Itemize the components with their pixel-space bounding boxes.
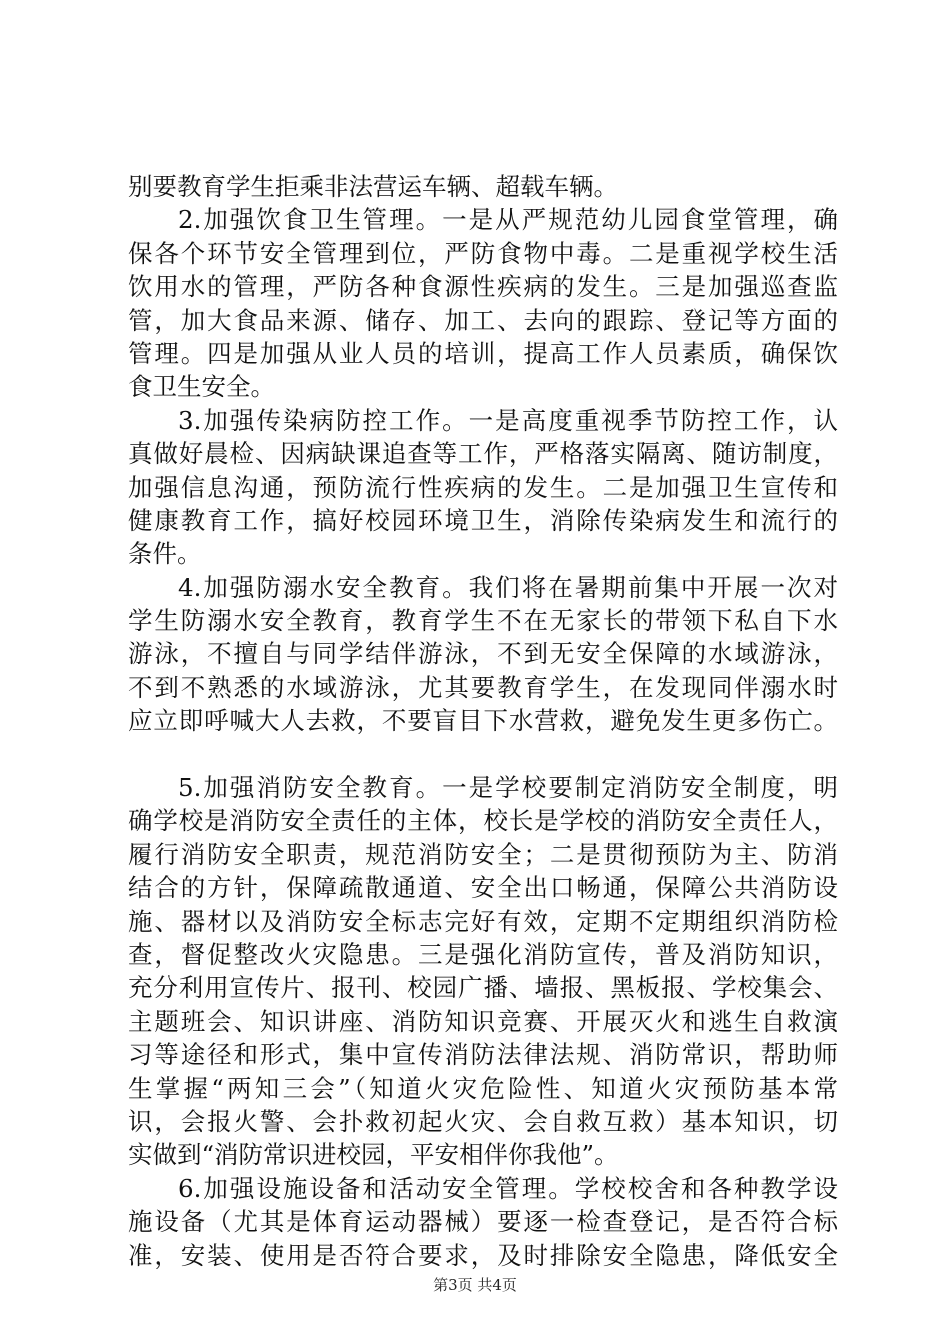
text-line: 习等途径和形式，集中宣传消防法律法规、消防常识，帮助师 [128, 1040, 838, 1070]
paragraph-first-line: 4.加强防溺水安全教育。我们将在暑期前集中开展一次对 [178, 572, 838, 602]
text-line: 别要教育学生拒乘非法营运车辆、超载车辆。 [128, 172, 618, 201]
text-line: 履行消防安全职责，规范消防安全；二是贯彻预防为主、防消 [128, 839, 838, 869]
text-line: 查，督促整改火灾隐患。三是强化消防宣传，普及消防知识， [128, 939, 838, 969]
text-line: 实做到“消防常识进校园，平安相伴你我他”。 [128, 1140, 619, 1170]
text-line: 确学校是消防安全责任的主体，校长是学校的消防安全责任人， [128, 806, 838, 836]
text-line: 不到不熟悉的水域游泳，尤其要教育学生，在发现同伴溺水时 [128, 672, 838, 702]
text-line: 游泳，不擅自与同学结伴游泳，不到无安全保障的水域游泳， [128, 639, 838, 669]
paragraph-first-line: 6.加强设施设备和活动安全管理。学校校舍和各种教学设 [178, 1173, 838, 1203]
text-line: 管，加大食品来源、储存、加工、去向的跟踪、登记等方面的 [128, 305, 838, 335]
text-line: 准，安装、使用是否符合要求，及时排除安全隐患，降低安全 [128, 1240, 838, 1270]
text-line: 真做好晨检、因病缺课追查等工作，严格落实隔离、随访制度， [128, 439, 838, 469]
blank-line [128, 738, 838, 771]
text-line: 应立即呼喊大人去救，不要盲目下水营救，避免发生更多伤亡。 [128, 706, 838, 736]
paragraph-first-line: 5.加强消防安全教育。一是学校要制定消防安全制度，明 [178, 773, 838, 803]
page-footer: 第3页 共4页 [433, 1276, 517, 1294]
text-line: 保各个环节安全管理到位，严防食物中毒。二是重视学校生活 [128, 238, 838, 268]
text-line: 学生防溺水安全教育，教育学生不在无家长的带领下私自下水 [128, 606, 838, 636]
text-line: 施、器材以及消防安全标志完好有效，定期不定期组织消防检 [128, 906, 838, 936]
text-line: 加强信息沟通，预防流行性疾病的发生。二是加强卫生宣传和 [128, 472, 838, 502]
text-line: 施设备（尤其是体育运动器械）要逐一检查登记，是否符合标 [128, 1207, 838, 1237]
text-line: 结合的方针，保障疏散通道、安全出口畅通，保障公共消防设 [128, 873, 838, 903]
text-line: 健康教育工作，搞好校园环境卫生，消除传染病发生和流行的 [128, 505, 838, 535]
text-line: 识，会报火警、会扑救初起火灾、会自救互救）基本知识，切 [128, 1106, 838, 1136]
text-line: 管理。四是加强从业人员的培训，提高工作人员素质，确保饮 [128, 338, 838, 368]
text-line: 食卫生安全。 [128, 372, 275, 402]
document-body [128, 170, 838, 1272]
text-line: 充分利用宣传片、报刊、校园广播、墙报、黑板报、学校集会、 [128, 973, 838, 1003]
paragraph-first-line: 2.加强饮食卫生管理。一是从严规范幼儿园食堂管理，确 [178, 205, 838, 235]
text-line: 生掌握“两知三会”（知道火灾危险性、知道火灾预防基本常 [128, 1073, 838, 1103]
text-line: 主题班会、知识讲座、消防知识竞赛、开展灭火和逃生自救演 [128, 1006, 838, 1036]
paragraph-first-line: 3.加强传染病防控工作。一是高度重视季节防控工作，认 [178, 405, 838, 435]
text-line: 饮用水的管理，严防各种食源性疾病的发生。三是加强巡查监 [128, 272, 838, 302]
text-line: 条件。 [128, 539, 202, 569]
